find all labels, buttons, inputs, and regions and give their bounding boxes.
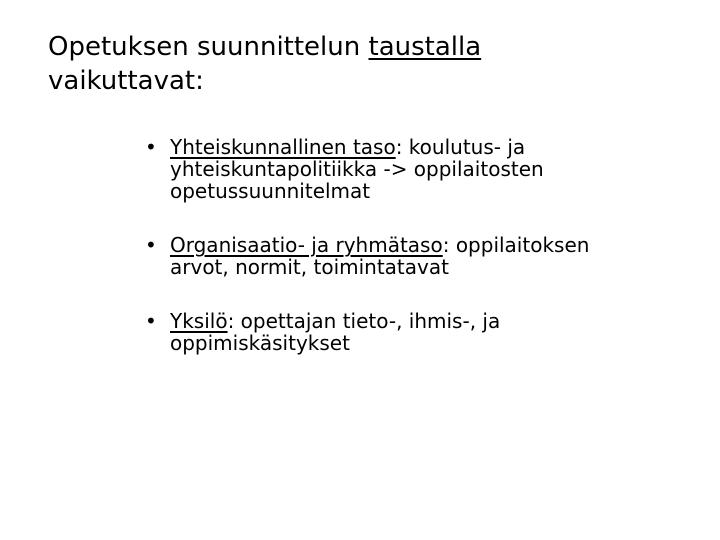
bullet-marker: • [145,309,157,333]
bullet-marker: • [145,135,157,159]
bullet-term: Yhteiskunnallinen taso [170,135,396,159]
bullet-marker: • [145,233,157,257]
bullet-list [145,136,645,354]
bullet-text: : oppilaitoksen arvot, normit, toimintatavat [170,233,590,279]
title-text-line2: vaikuttavat: [48,66,204,96]
title-underlined-word: taustalla [368,32,482,62]
bullet-text: : koulutus- ja yhteiskuntapolitiikka -> oppilaitosten opetussuunnitelmat [170,135,544,203]
bullet-item [145,310,645,354]
bullet-text: : opettajan tieto-, ihmis-, ja oppimiskäsitykset [170,309,501,355]
bullet-term: Organisaatio- ja ryhmätaso [170,233,443,257]
bullet-item [145,136,645,202]
slide-title [48,30,668,98]
bullet-item [145,234,645,278]
title-text: Opetuksen suunnittelun [48,32,369,62]
bullet-term: Yksilö [170,309,228,333]
